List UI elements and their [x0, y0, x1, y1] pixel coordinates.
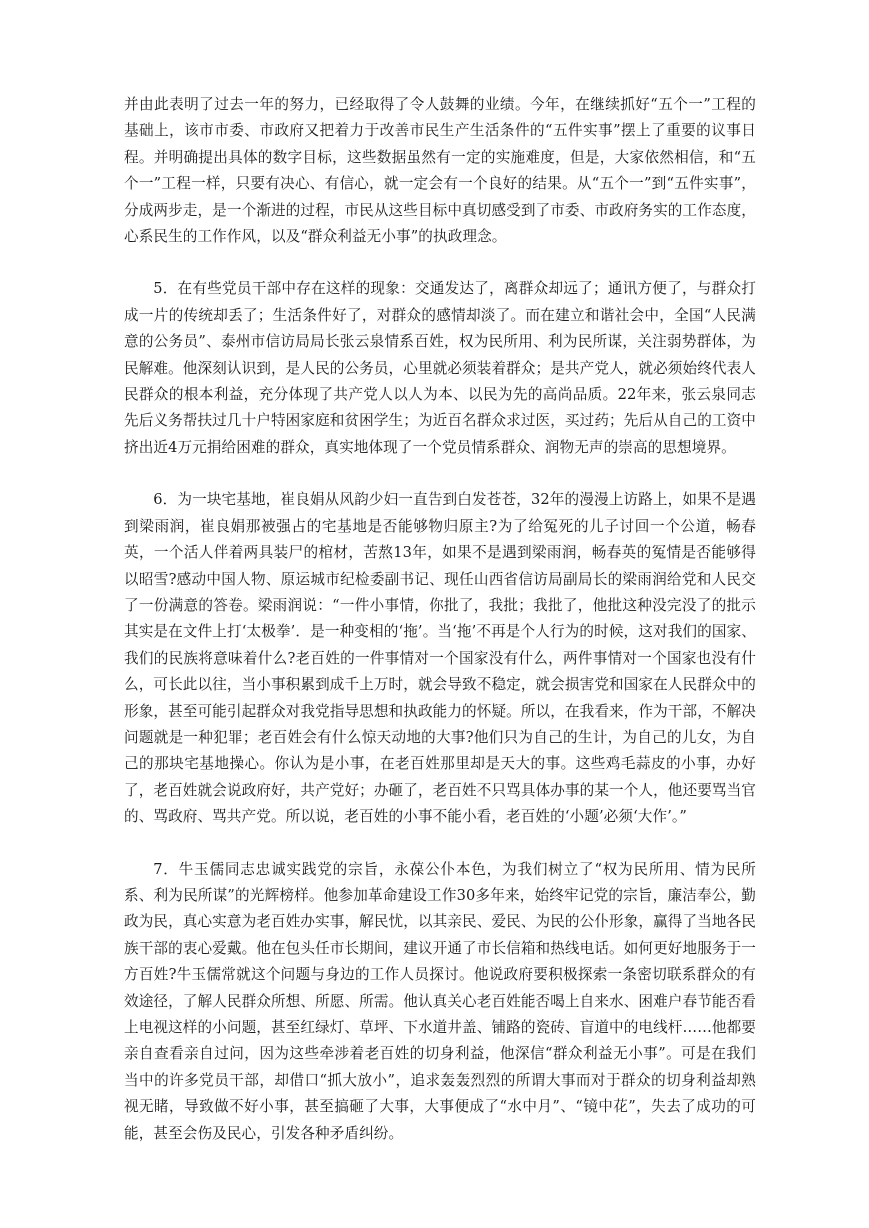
paragraph-item-6: 6．为一块宅基地，崔良娟从风韵少妇一直告到白发苍苍，32年的漫漫上访路上，如果不是遇到梁雨润，崔良娟那被强占的宅基地是否能够物归原主?为了给冤死的儿子讨回一个公道，畅春英，一个活人伴着两具装尸的棺材，苦熬13年，如果不是遇到梁雨润，畅春英的冤情是否能够得以昭雪?感动中国人物、原运城市纪检委副书记、现任山西省信访局副局长的梁雨润给党和人民交了一份满意的答卷。梁雨润说：“一件小事情，你批了，我批；我批了，他批这种没完没了的批示其实是在文件上打‘太极拳’．是一种变相的‘拖’。当‘拖’不再是个人行为的时候，这对我们的国家、我们的民族将意味着什么?老百姓的一件事情对一个国家没有什么，两件事情对一个国家也没有什么，可长此以往，当小事积累到成千上万时，就会导致不稳定，就会损害党和国家在人民群众中的形象，甚至可能引起群众对我党指导思想和执政能力的怀疑。所以，在我看来，作为干部，不解决问题就是一种犯罪；老百姓会有什么惊天动地的大事?他们只为自己的生计，为自己的儿女，为自己的那块宅基地操心。你认为是小事，在老百姓那里却是天大的事。这些鸡毛蒜皮的小事，办好了，老百姓就会说政府好，共产党好；办砸了，老百姓不只骂具体办事的某一个人，他还要骂当官的、骂政府、骂共产党。所以说，老百姓的小事不能小看，老百姓的‘小题’必须‘大作’。” [124, 491, 756, 826]
document-page [124, 92, 756, 1147]
paragraph-item-7: 7．牛玉儒同志忠诚实践党的宗旨，永葆公仆本色，为我们树立了“权为民所用、情为民所系、利为民所谋”的光辉榜样。他参加革命建设工作30多年来，始终牢记党的宗旨，廉洁奉公，勤政为民，真心实意为老百姓办实事，解民忧，以其亲民、爱民、为民的公仆形象，赢得了当地各民族干部的衷心爱戴。他在包头任市长期间，建议开通了市长信箱和热线电话。如何更好地服务于一方百姓?牛玉儒常就这个问题与身边的工作人员探讨。他说政府要积极探索一条密切联系群众的有效途径，了解人民群众所想、所愿、所需。他认真关心老百姓能否喝上自来水、困难户春节能否看上电视这样的小问题，甚至红绿灯、草坪、下水道井盖、铺路的瓷砖、盲道中的电线杆……他都要亲自查看亲自过问，因为这些牵涉着老百姓的切身利益，他深信“群众利益无小事”。可是在我们当中的许多党员干部，却借口“抓大放小”，追求轰轰烈烈的所谓大事而对于群众的切身利益却熟视无睹，导致做不好小事，甚至搞砸了大事，大事便成了“水中月”、“镜中花”，失去了成功的可能，甚至会伤及民心，引发各种矛盾纠纷。 [124, 860, 756, 1142]
paragraph-item-5: 5．在有些党员干部中存在这样的现象：交通发达了，离群众却远了；通讯方便了，与群众打成一片的传统却丢了；生活条件好了，对群众的感情却淡了。而在建立和谐社会中，全国“人民满意的公务员”、泰州市信访局局长张云泉情系百姓，权为民所用、利为民所谋，关注弱势群体，为民解难。他深刻认识到，是人民的公务员，心里就必须装着群众；是共产党人，就必须始终代表人民群众的根本利益，充分体现了共产党人以人为本、以民为先的高尚品质。22年来，张云泉同志先后义务帮扶过几十户特困家庭和贫困学生；为近百名群众求过医，买过药；先后从自己的工资中挤出近4万元捐给困难的群众，真实地体现了一个党员情系群众、润物无声的崇高的思想境界。 [124, 280, 756, 456]
paragraph-continuation: 并由此表明了过去一年的努力，已经取得了令人鼓舞的业绩。今年，在继续抓好“五个一”工程的基础上，该市市委、市政府又把着力于改善市民生产生活条件的“五件实事”摆上了重要的议事日程。并明确提出具体的数字目标，这些数据虽然有一定的实施难度，但是，大家依然相信，和“五个一”工程一样，只要有决心、有信心，就一定会有一个良好的结果。从“五个一”到“五件实事”，分成两步走，是一个渐进的过程，市民从这些目标中真切感受到了市委、市政府务实的工作态度，心系民生的工作作风，以及“群众利益无小事”的执政理念。 [124, 96, 756, 246]
